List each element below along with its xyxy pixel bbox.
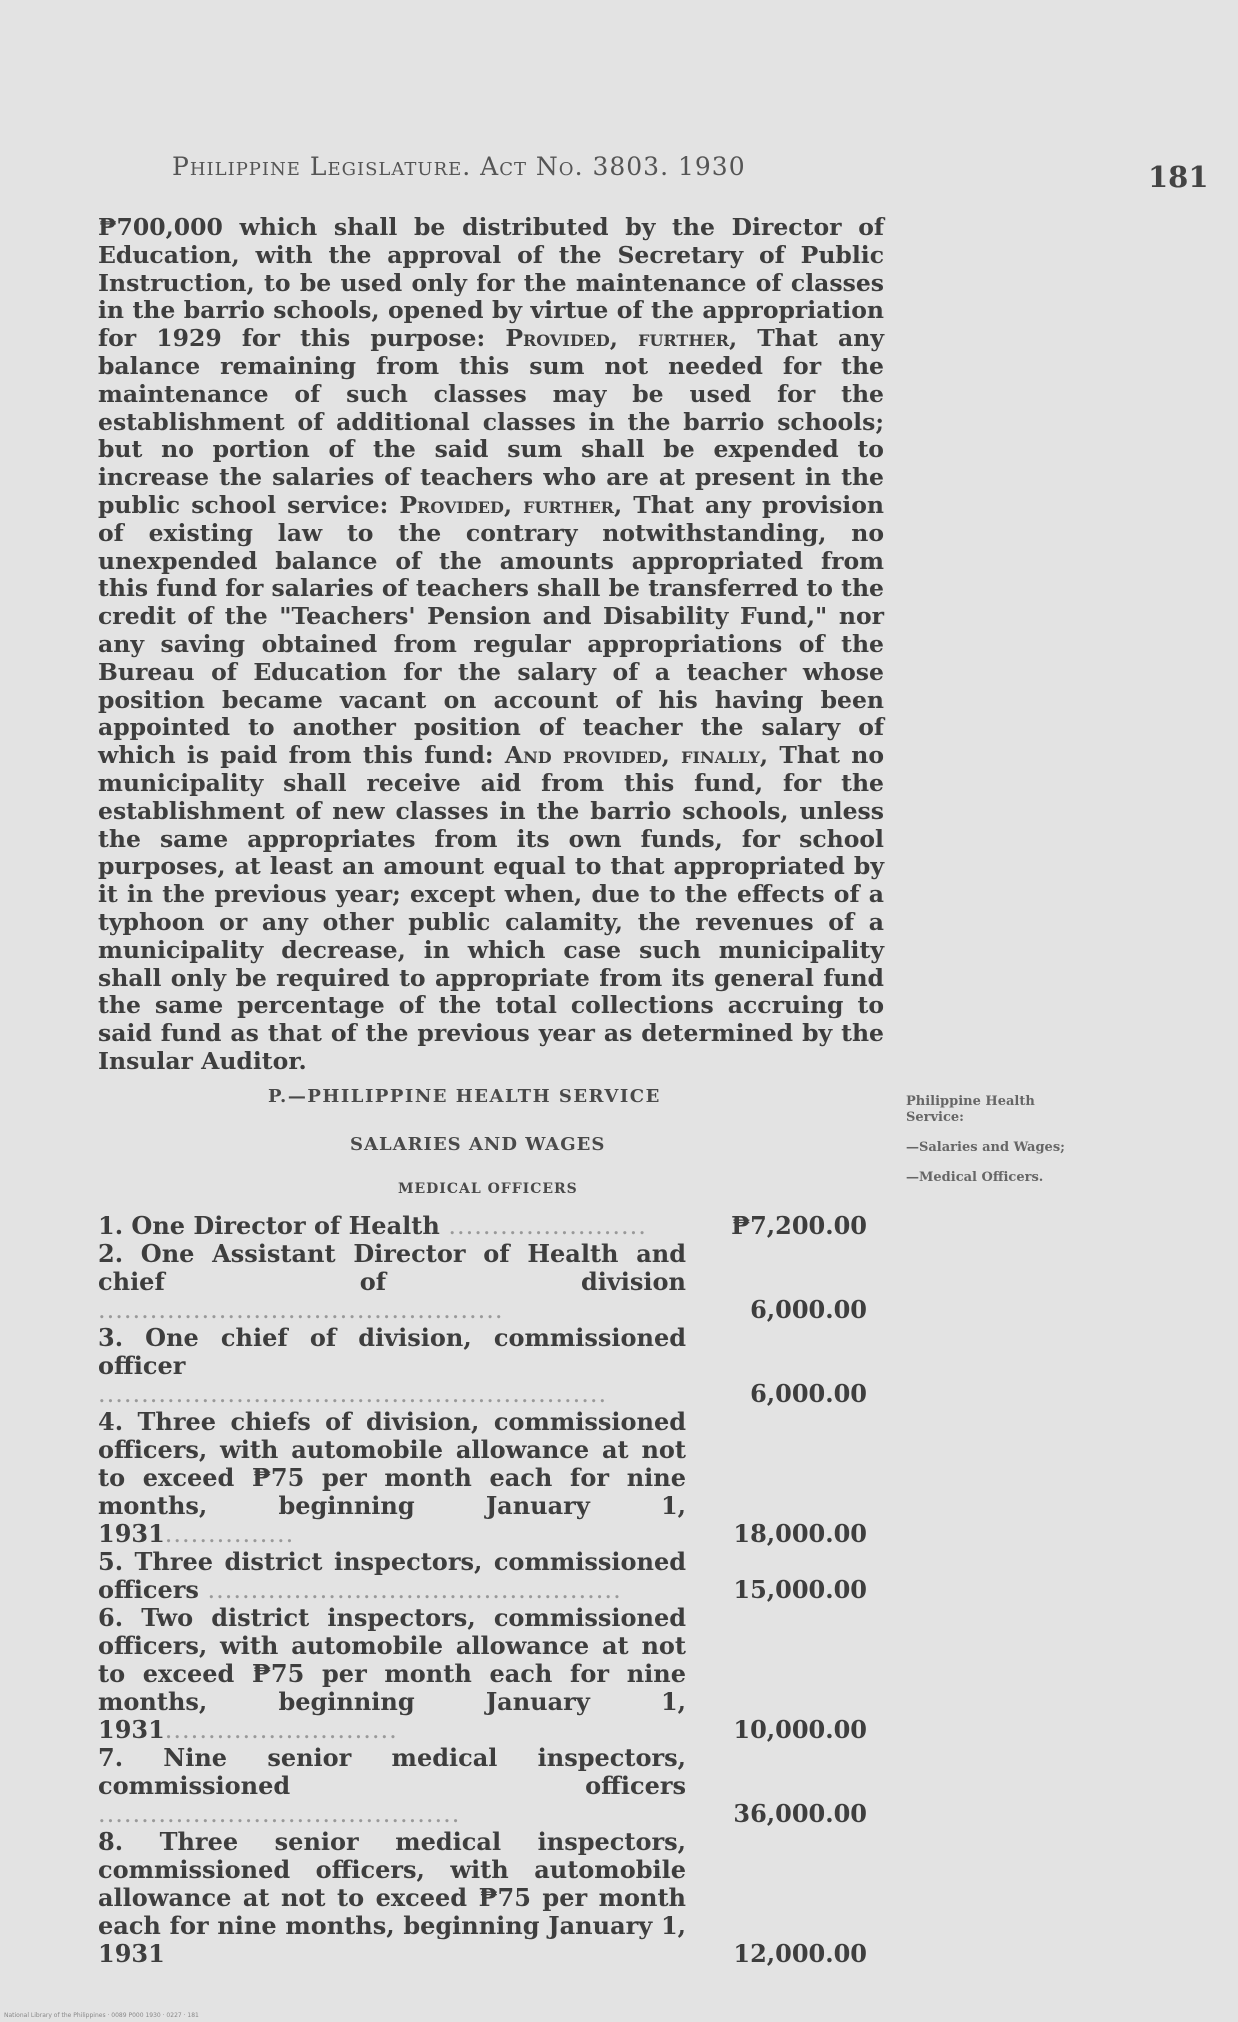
item-text: 7. Nine senior medical inspectors, commissioned officers <box>98 1743 686 1800</box>
line-item <box>98 1211 867 1240</box>
proviso-3: And provided, finally <box>504 741 760 770</box>
item-text: 6. Two district inspectors, commissioned officers, with automobile allowance at not to exceed ₱75 per month each for nine months, beginning January 1, 1931 <box>98 1603 686 1744</box>
line-item <box>98 1547 867 1604</box>
dot-leader: .......................................... <box>98 1800 461 1828</box>
margin-note: —Medical Officers. <box>906 1170 1044 1185</box>
dot-leader: ................................................ <box>198 1576 622 1604</box>
margin-notes <box>906 1094 1096 1200</box>
line-item <box>98 1407 867 1548</box>
body-text-4: , That no municipality shall receive aid from this fund, for the establishment of new classes in the barrio schools, unless the same appropriates from its own funds, for school purposes, at least an amount equal to that appropriated by it in the previous year; except when, due to the effects of a typhoon or any other public calamity, the revenues of a municipality decrease, in which case such municipality shall only be required to appropriate from its general fund the same percentage of the total collections accruing to said fund as that of the previous year as determined by the Insular Auditor. <box>98 741 884 1075</box>
running-head: Philippine Legislature. Act No. 3803. 1930 <box>172 152 746 181</box>
item-amount: 10,000.00 <box>733 1715 867 1744</box>
line-item <box>98 1827 867 1968</box>
line-item <box>98 1743 867 1828</box>
body-text-2: , That any balance remaining from this sum not needed for the maintenance of such classes may be used for the establishment of additional classes in the barrio schools; but no portion of the said sum shall be expended to increase the salaries of teachers who are at present in the public school service: <box>98 324 884 519</box>
margin-note: Philippine Health Service: <box>906 1094 1035 1125</box>
item-text: 2. One Assistant Director of Health and chief of division <box>98 1239 686 1296</box>
line-item <box>98 1239 867 1324</box>
page-number: 181 <box>1148 160 1209 194</box>
appropriation-items <box>98 1212 878 1968</box>
item-text: 8. Three senior medical inspectors, commissioned officers, with automobile allowance at not to exceed ₱75 per month each for nine months, beginning January 1, 1931 <box>98 1827 686 1968</box>
dot-leader: ........................................................... <box>98 1380 608 1408</box>
proviso-1: Provided, further <box>505 324 729 353</box>
dot-leader: ............................................... <box>98 1296 504 1324</box>
body-text-3: , That any provision of existing law to the contrary notwithstanding, no unexpended balance of the amounts appropriated from this fund for salaries of teachers shall be transferred to the credit of the "Teachers' Pension and Disability Fund," nor any saving obtained from regular appropriations of the Bureau of Education for the salary of a teacher whose position became vacant on account of his having been appointed to another position of teacher the salary of which is paid from this fund: <box>98 490 884 770</box>
item-text: 3. One chief of division, commissioned officer <box>98 1323 686 1380</box>
item-text: 1. One Director of Health <box>98 1211 440 1240</box>
margin-note: —Salaries and Wages; <box>906 1140 1065 1155</box>
item-text: 5. Three district inspectors, commissioned officers <box>98 1547 686 1604</box>
item-amount: 6,000.00 <box>750 1379 867 1408</box>
section-heading: P.—PHILIPPINE HEALTH SERVICE <box>268 1086 661 1107</box>
dot-leader: ....................... <box>439 1212 647 1240</box>
item-amount: 18,000.00 <box>733 1519 867 1548</box>
item-text: 4. Three chiefs of division, commissioned officers, with automobile allowance at not to exceed ₱75 per month each for nine months, beginning January 1, 1931 <box>98 1407 686 1548</box>
item-amount: ₱7,200.00 <box>731 1211 867 1240</box>
body-paragraph <box>98 214 884 1076</box>
body-text-1: ₱700,000 which shall be distributed by the Director of Education, with the approval of the Secretary of Public Instruction, to be used only for the maintenance of classes in the barrio schools, opened by virtue of the appropriation for 1929 for this purpose: <box>98 213 884 353</box>
sub-sub-heading: MEDICAL OFFICERS <box>398 1181 578 1197</box>
dot-leader: ........................... <box>164 1716 398 1744</box>
line-item <box>98 1603 867 1744</box>
sub-heading: SALARIES AND WAGES <box>350 1134 606 1155</box>
proviso-2: Provided, further <box>399 490 614 519</box>
dot-leader: ............... <box>164 1520 295 1548</box>
item-amount: 15,000.00 <box>733 1575 867 1604</box>
item-amount: 12,000.00 <box>733 1939 867 1968</box>
item-amount: 6,000.00 <box>750 1295 867 1324</box>
scan-footer-tag: National Library of the Philippines · 0089 P000 1930 · 0227 · 181 <box>4 2012 199 2019</box>
item-amount: 36,000.00 <box>733 1799 867 1828</box>
line-item <box>98 1323 867 1408</box>
